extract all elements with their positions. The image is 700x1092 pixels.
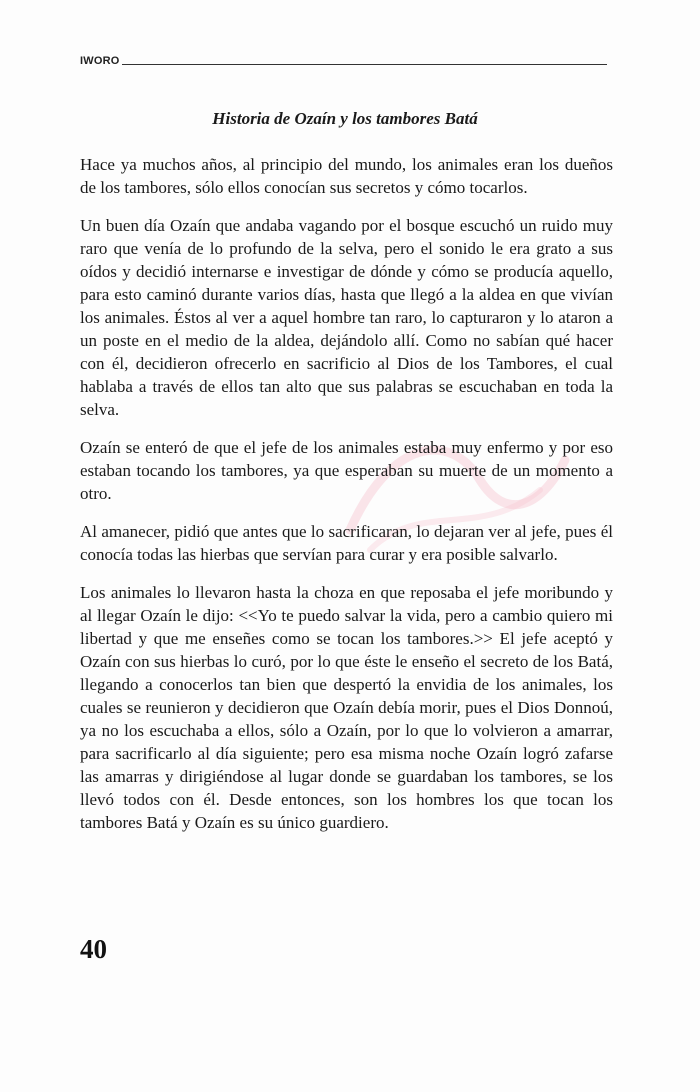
paragraph: Ozaín se enteró de que el jefe de los animales estaba muy enfermo y por eso estaban tocando los tambores, ya que esperaban su muerte de un momento a otro. [80, 438, 613, 503]
paragraph: Un buen día Ozaín que andaba vagando por el bosque escuchó un ruido muy raro que venía de lo profundo de la selva, pero el sonido le era grato a sus oídos y decidió internarse e investigar de dónde y cómo se producía aquello, para esto caminó durante varios días, hasta que llegó a la aldea en que vivían los animales. Éstos al ver a aquel hombre tan raro, lo capturaron y lo ataron a un poste en el medio de la aldea, dejándolo allí. Como no sabían qué hacer con él, decidieron ofrecerlo en sacrificio al Dios de los Tambores, el cual hablaba a través de ellos tan alto que sus palabras se escuchaban en toda la selva. [80, 216, 613, 419]
paragraph: Hace ya muchos años, al principio del mundo, los animales eran los dueños de los tambores, sólo ellos conocían sus secretos y cómo tocarlos. [80, 155, 613, 197]
header-label: IWORO [80, 55, 120, 67]
story-title: Historia de Ozaín y los tambores Batá [212, 109, 478, 128]
page-number: 40 [80, 934, 107, 964]
header-rule [122, 64, 608, 65]
paragraph: Al amanecer, pidió que antes que lo sacrificaran, lo dejaran ver al jefe, pues él conocía todas las hierbas que servían para curar y era posible salvarlo. [80, 522, 613, 564]
running-header [80, 49, 607, 67]
story-body [80, 153, 613, 849]
paragraph: Los animales lo llevaron hasta la choza en que reposaba el jefe moribundo y al llegar Ozaín le dijo: <<Yo te puedo salvar la vida, pero a cambio quiero mi libertad y que me enseñes como se tocan los tambores.>> El jefe aceptó y Ozaín con sus hierbas lo curó, por lo que éste le enseño el secreto de los Batá, llegando a conocerlos tan bien que despertó la envidia de los animales, los cuales se reunieron y decidieron que Ozaín debía morir, pues el Dios Donnoú, ya no los escuchaba a ellos, sólo a Ozaín, por lo que lo volvieron a amarrar, para sacrificarlo al día siguiente; pero esa misma noche Ozaín logró zafarse las amarras y dirigiéndose al lugar donde se guardaban los tambores, se los llevó todos con él. Desde entonces, son los hombres los que tocan los tambores Batá y Ozaín es su único guardiero. [80, 583, 613, 832]
